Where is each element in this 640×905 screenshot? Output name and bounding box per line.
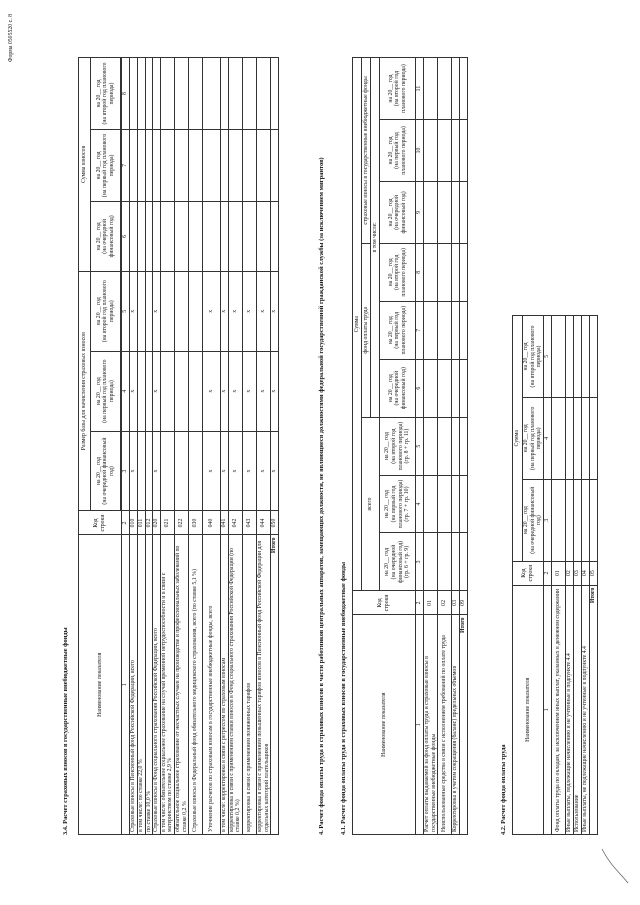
table-row: Уточнение расчетов по страховым взносам в государственные внебюджетные фонды, всего 040 x x x <box>203 58 221 835</box>
form-code: Форма 0505520 с. 8 <box>8 14 14 63</box>
section-3-4-title: 3.4. Расчет страховых взносов в государственные внебюджетные фонды <box>62 627 69 835</box>
table-row: Страховые взносы в Пенсионный фонд Российской Федерации, всего 010 x x x <box>130 58 138 835</box>
table-row: в том числе: обязательное социальное страхование на случай временной нетрудоспособности и в связи с материнством по ставке 2,9 % 021 <box>160 58 174 835</box>
section-4-2-title: 4.2. Расчет фонда оплаты труда <box>500 744 507 835</box>
table-row: Итого 05 <box>589 316 597 835</box>
table-row: Расчет оплаты выдаваемой за фонд оплаты труда и страховые взносы в государственные внебюджетные фонды 01 <box>424 58 438 835</box>
header-sum: Сумма взносов <box>79 58 91 272</box>
header-code: Код строки <box>79 511 122 535</box>
table-row: Иные выплаты, не подлежащие начислению и не учтенные в подпункте 4.4 04 <box>581 316 589 835</box>
table-row: Неиспользованные средства в связи с исполнением требований по оплате труда 02 <box>438 58 452 835</box>
table-row: Страховые взносы в Фонд социального страхования Российской Федерации, всего 020 x x x <box>153 58 161 835</box>
section-4-title: 4. Расчет фонда оплаты труда и страховых взносов в части работников центральных аппаратов, замещающих должности, не являющиеся должностями федеральной государственной гражданской службы (за исключением мигрантов) <box>318 157 325 835</box>
table-row: Фонд оплаты труда по окладам, за исключением иных выплат, указанных в денежном содержании 01 <box>551 316 565 835</box>
scan-mark <box>600 845 630 885</box>
header-base: Размер базы для начисления страховых взносов <box>79 271 91 511</box>
table-row: Иные выплаты, подлежащие начислению и не учтенные в подпункте 4.4 02 <box>565 316 573 835</box>
table-row: корректировка в связи с применением повышенных тарифов взносов в Пенсионный фонд Российской Федерации для отдельных категорий плательщиков 044 x x x <box>256 58 270 835</box>
table-row: Итого 09 <box>460 58 468 835</box>
table-row: по ставке 10,0 % 012 <box>145 58 153 835</box>
table-row: корректировка в связи с применением пониженных тарифов 043 x x x <box>242 58 256 835</box>
table-row: в том числе: по ставке 22,0 % 011 <box>138 58 146 835</box>
table-4-1: Наименование показателя Код строки Сумма всего фонд оплаты труда страховые взносы в государственные внебюджетные фонды в том числе: на 20__ год (на очередной финансовый год) (гр. 6 + гр. 9) на 20__ год (на первый год планового периода) (гр. 7 + гр. 10) на 20__ год (на второй год планового периода) (гр. 8 + гр. 11) на 20__ год (на очередной финансовый год) на 20__ год (на первый год планового периода) на 20__ год (на второй год планового периода) на 20__ год (на очередной финансовый год) на 20__ год (на первый год планового периода) на 20__ год (на второй год планового периода) 1 2 3 4 5 6 7 8 9 10 11 Расчет оплаты выдаваемой за фонд оплаты труда и страховые взносы в государственные внебюджетные фонды 01 Неиспользованные средства в связи с исполнением требований по оплате труда 02 Корректировка в учетом сокращения (баланс) предельных объемов 03 Итого 09 <box>352 57 468 835</box>
table-row: Использование 03 <box>573 316 581 835</box>
table-row: обязательное социальное страхование от несчастных случаев на производстве и профессиональных заболеваний по ставке 0,2 % 022 <box>174 58 188 835</box>
section-4-1-title: 4.1. Расчет фонда оплаты труда и страховых взносов в государственные внебюджетные фонды <box>340 562 347 835</box>
table-row: в том числе: корректировка в связи с регрессом по страховым взносам 041 x x x <box>221 58 229 835</box>
table-row: Страховые взносы в Федеральный фонд обязательного медицинского страхования, всего (по ставке 5,1 %) 030 <box>189 58 203 835</box>
header-indicator: Наименование показателя <box>79 535 122 835</box>
table-row: Корректировка в учетом сокращения (баланс) предельных объемов 03 <box>452 58 460 835</box>
table-4-2: Наименование показателя Код строки Сумма на 20__ год (на очередной финансовый год) на 20__ год (на первый год планового периода) на 20__ год (на второй год планового периода) 1 2 3 4 5 Фонд оплаты труда по окладам, за исключением иных выплат, указанных в денежном содержании 01 Иные выплаты, подлежащие начислению и не учтенные в подпункте 4.4 02 Использование 03 Иные выплаты, не подлежащие начислению и не учтенные в подпункте 4.4 04 Итого 05 <box>512 315 598 835</box>
table-row: корректировка в связи с применением ставки взносов в Фонд социального страхования Российской Федерации (по ставке 0,2 %) 042 x x x <box>228 58 242 835</box>
table-row: Итого 050 x x x <box>271 58 279 835</box>
table-3-4: Наименование показателя Код строки Размер базы для начисления страховых взносов Сумма взносов на 20__ год (на очередной финансовый год) на 20__ год (на первый год планового периода) на 20__ год (на второй год планового периода) на 20__ год (на очередной финансовый год) на 20__ год (на первый год планового периода) на 20__ год (на второй год планового периода) 1 2 3 4 5 6 7 8 Страховые взносы в Пенсионный фонд Российской Федерации, всего 010 x x x в том числе: по ставке 22,0 % 011 по ставке 10,0 % 012 Страховые взносы в Фонд социального страхования Российской Федерации, всего 020 x x x в том числе: обязательное социальное страхование на случай временной нетрудоспособности и в связи с материнством по ставке 2,9 % 021 обязательное социальное страхование от несчастных случаев на производстве и профессиональных заболеваний по ставке 0,2 % 022 Страховые взносы в Федеральный фонд обязательного медицинского страхования, всего (по ставке 5,1 %) 030 Уточнение расчетов по страховым взносам в государственные внебюджетные фонды, всего 040 x x x в том числе: корректировка в связи с регрессом по страховым взносам 041 x x x корректировка в связи с применением ставки взносов в Фонд социального страхования Российской Федерации (по ставке 0,2 %) 042 x x x корректировка в связи с применением пониженных тарифов 043 x x x корректировка в связи с применением повышенных тарифов взносов в Пенсионный фонд Российской Федерации для отдельных категорий плательщиков 044 x x x Итого 050 x x x <box>78 57 279 835</box>
